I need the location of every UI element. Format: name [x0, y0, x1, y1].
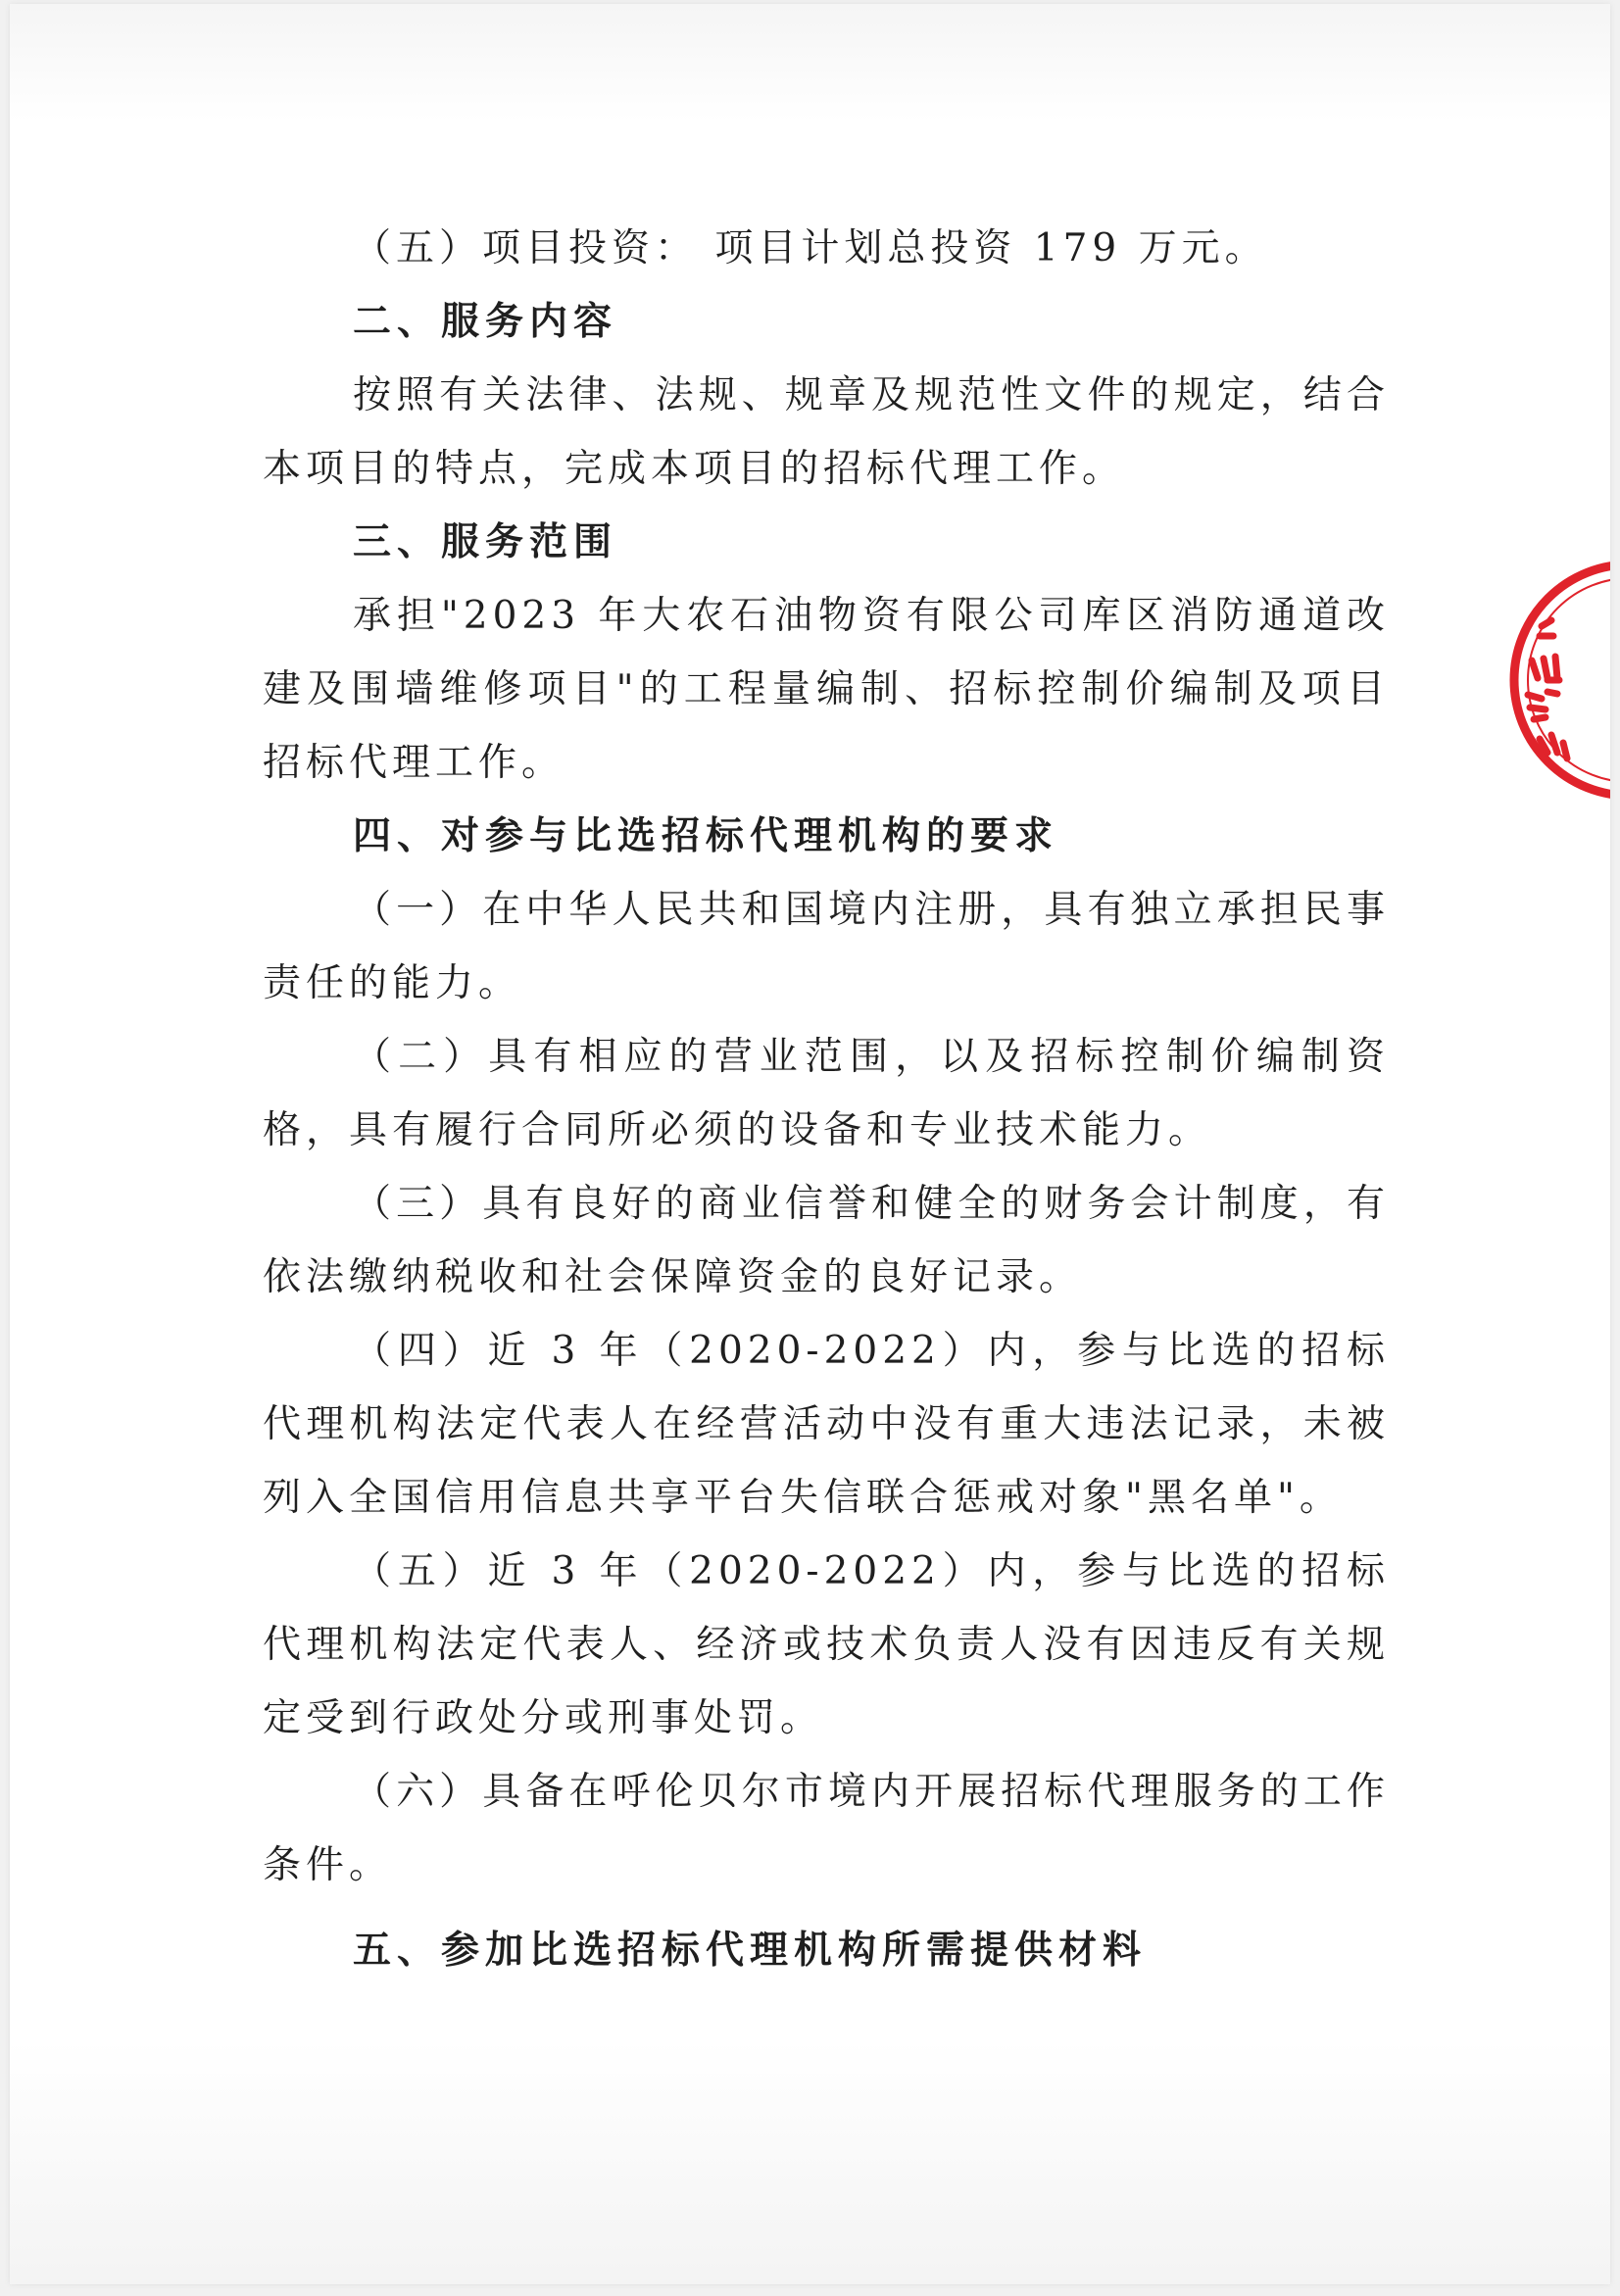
requirement-item-3: （三）具有良好的商业信誉和健全的财务会计制度，有依法缴纳税收和社会保障资金的良好记录。	[263, 1182, 1390, 1299]
heading-required-materials: 五、参加比选招标代理机构所需提供材料	[353, 1929, 1148, 1973]
document-page	[10, 4, 1610, 2284]
paragraph-project-investment: （五）项目投资： 项目计划总投资 179 万元。	[353, 226, 1268, 270]
requirement-item-6: （六）具备在呼伦贝尔市境内开展招标代理服务的工作条件。	[263, 1770, 1390, 1887]
paragraph-service-scope: 承担"2023 年大农石油物资有限公司库区消防通道改建及围墙维修项目"的工程量编制、招标控制价编制及项目招标代理工作。	[263, 594, 1390, 785]
requirement-item-4: （四）近 3 年（2020-2022）内，参与比选的招标代理机构法定代表人在经营活动中没有重大违法记录，未被列入全国信用信息共享平台失信联合惩戒对象"黑名单"。	[263, 1329, 1390, 1520]
scan-shadow-bottom	[10, 2039, 1610, 2284]
requirement-item-2: （二）具有相应的营业范围，以及招标控制价编制资格，具有履行合同所必须的设备和专业技术能力。	[263, 1035, 1390, 1152]
heading-requirements: 四、对参与比选招标代理机构的要求	[353, 814, 1059, 858]
red-seal-icon	[1483, 533, 1610, 827]
scan-shadow-top	[10, 4, 1610, 122]
heading-service-content: 二、服务内容	[353, 300, 618, 344]
requirement-item-1: （一）在中华人民共和国境内注册，具有独立承担民事责任的能力。	[263, 888, 1390, 1005]
heading-service-scope: 三、服务范围	[353, 520, 618, 564]
document-body	[263, 212, 1390, 1987]
requirement-item-5: （五）近 3 年（2020-2022）内，参与比选的招标代理机构法定代表人、经济或技术负责人没有因违反有关规定受到行政处分或刑事处罚。	[263, 1549, 1390, 1740]
paragraph-service-content: 按照有关法律、法规、规章及规范性文件的规定，结合本项目的特点，完成本项目的招标代理工作。	[263, 373, 1390, 491]
